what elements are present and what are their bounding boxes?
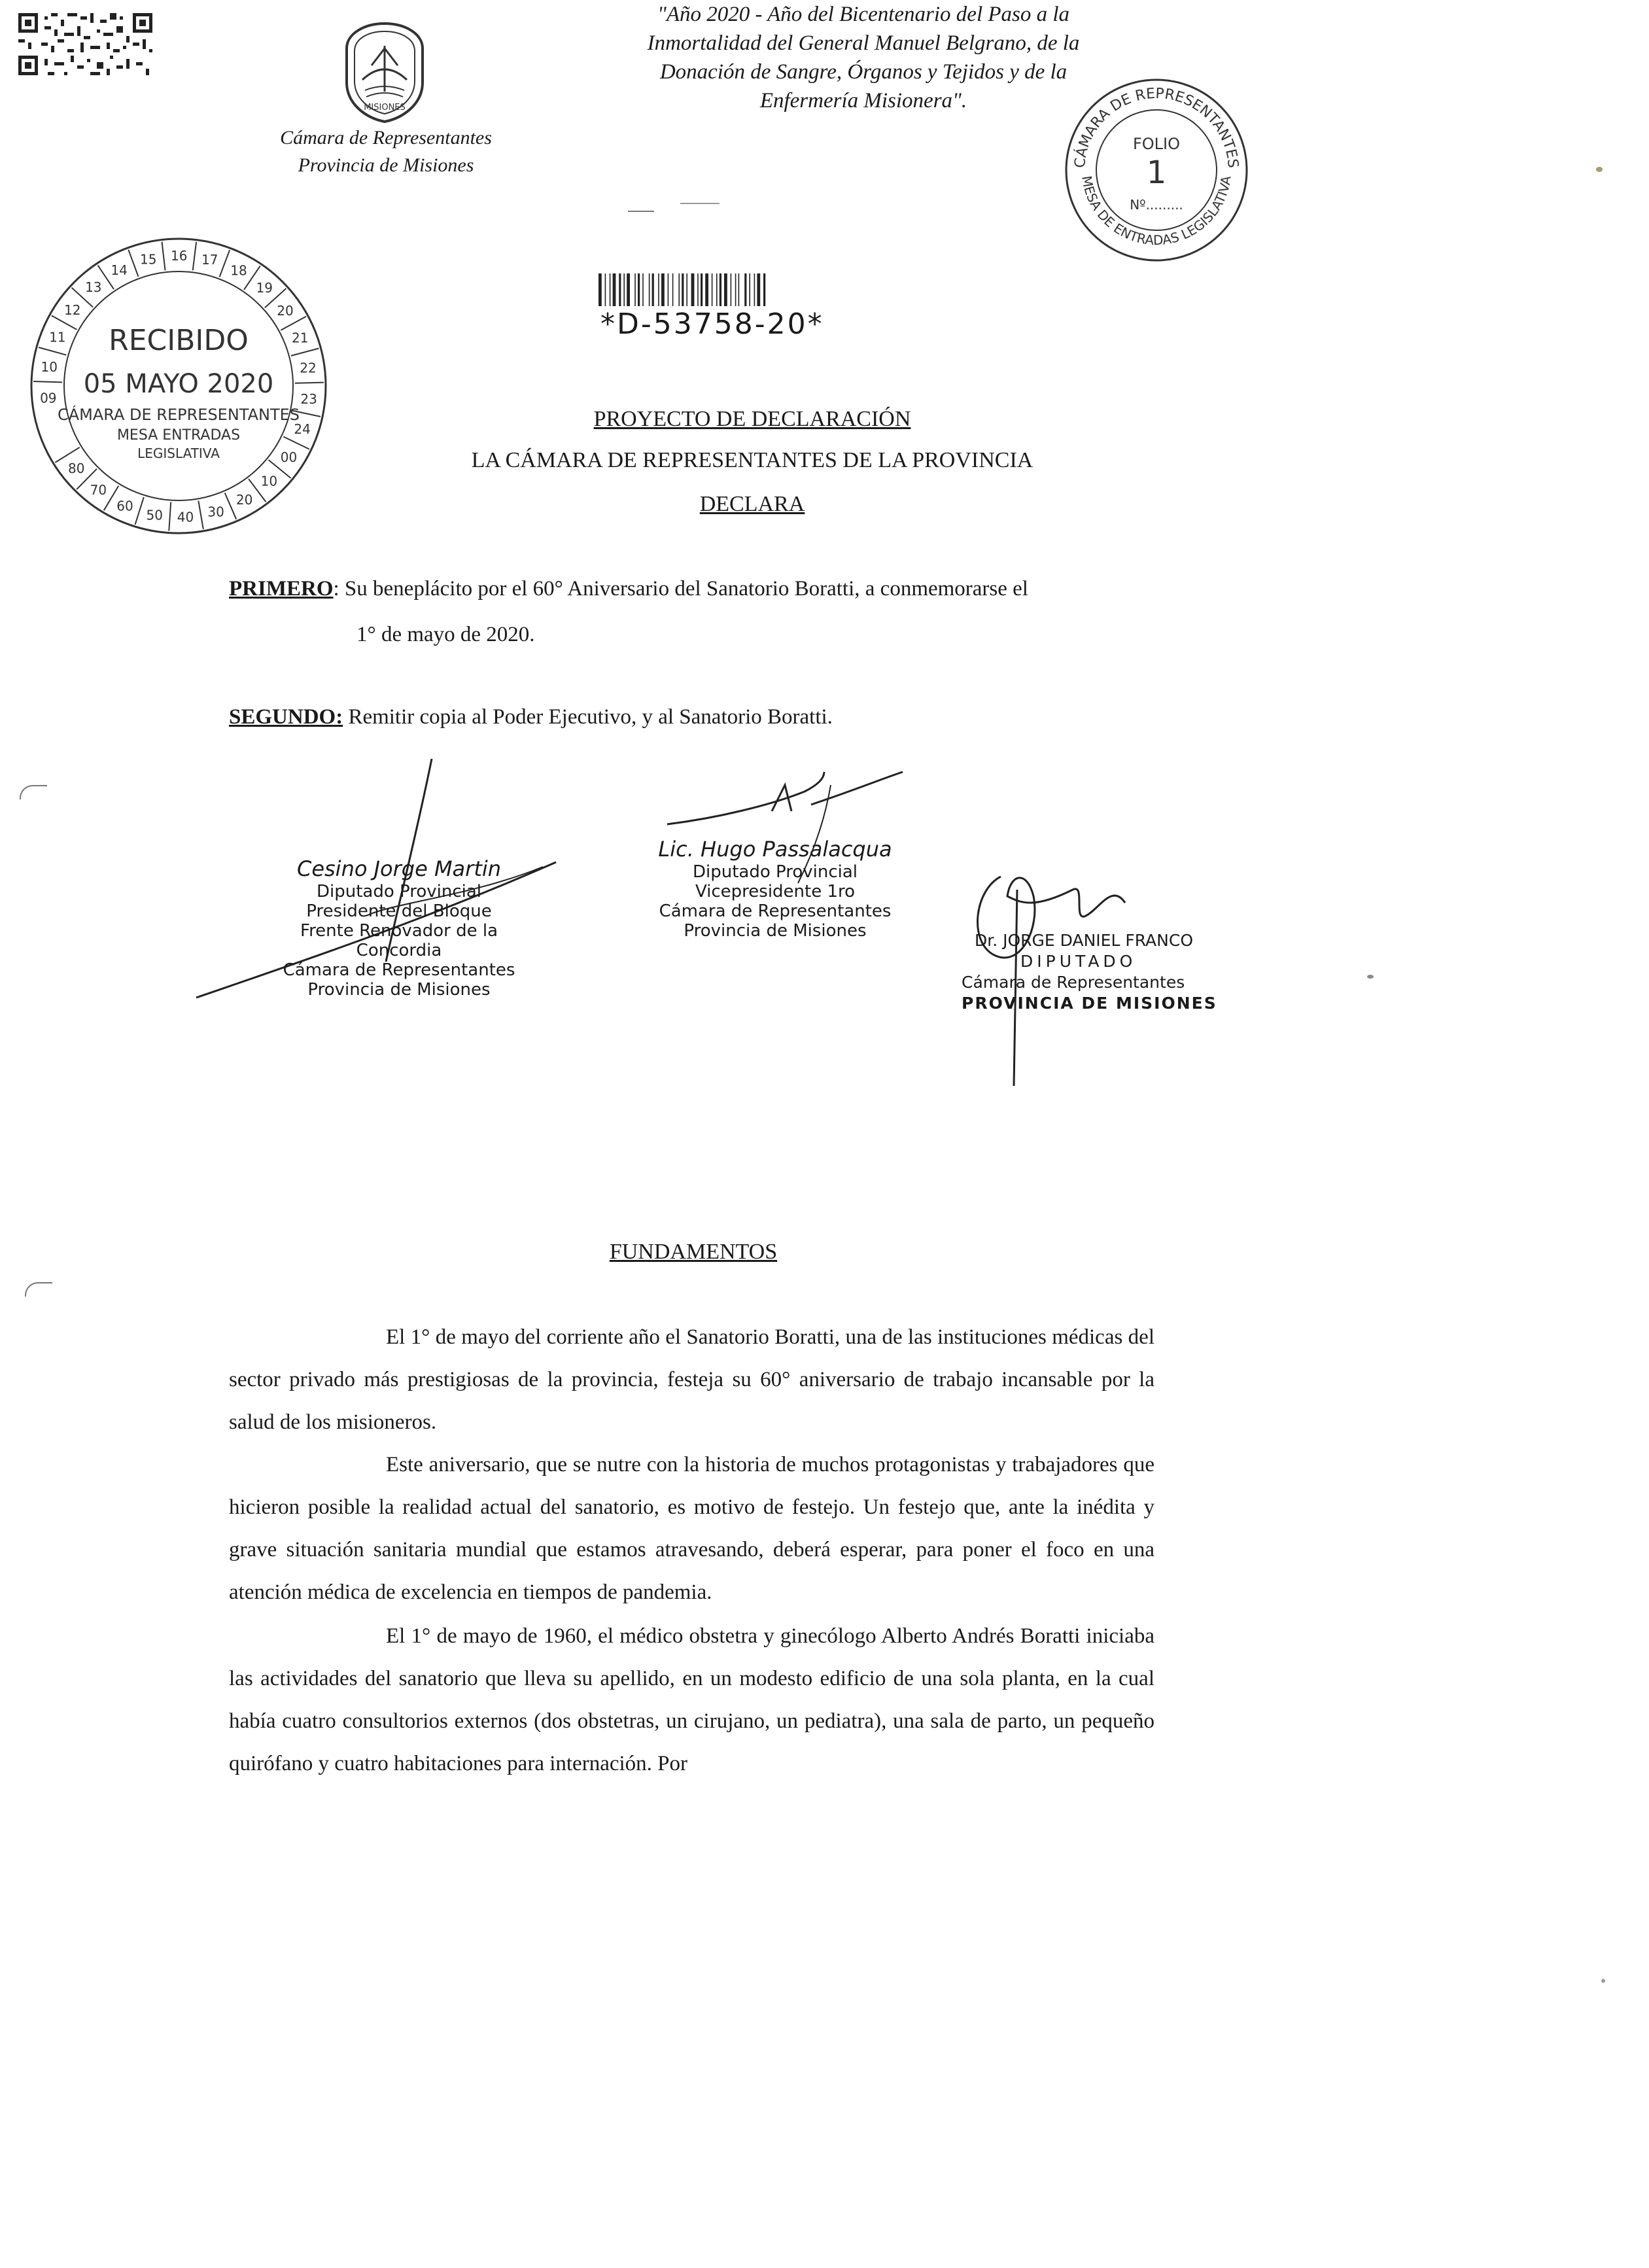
article-second bbox=[229, 696, 833, 739]
folio-bottom-text: MESA DE ENTRADAS LEGISLATIVA bbox=[1079, 174, 1234, 249]
dial-number: 19 bbox=[256, 280, 273, 296]
article-second-text: Remitir copia al Poder Ejecutivo, y al Sanatorio Boratti. bbox=[343, 705, 833, 729]
barcode-bar bbox=[652, 273, 654, 306]
barcode-bar bbox=[738, 273, 740, 306]
project-title-row bbox=[366, 407, 1138, 432]
qr-code bbox=[18, 13, 152, 79]
barcode-bar bbox=[599, 273, 602, 306]
dial-tick bbox=[39, 347, 66, 355]
motto-line: "Año 2020 - Año del Bicentenario del Paso a la bbox=[657, 3, 1070, 26]
dial-tick bbox=[128, 250, 138, 277]
dial-number: 21 bbox=[291, 330, 309, 346]
dial-number: 13 bbox=[85, 279, 102, 296]
seal-label: MISIONES bbox=[364, 103, 406, 113]
barcode-bar bbox=[610, 273, 611, 306]
project-title: PROYECTO DE DECLARACIÓN bbox=[593, 407, 911, 431]
received-stamp bbox=[25, 229, 332, 543]
dial-number: 50 bbox=[146, 507, 163, 523]
article-first-label: PRIMERO bbox=[229, 577, 334, 601]
dial-number: 10 bbox=[41, 359, 58, 375]
barcode-bar bbox=[754, 273, 755, 306]
scan-speck bbox=[1596, 167, 1603, 172]
dial-tick bbox=[135, 497, 144, 525]
fundamentos-body bbox=[229, 1316, 1154, 1782]
barcode-bar bbox=[749, 273, 750, 306]
dial-tick bbox=[169, 502, 171, 531]
dial-number: 10 bbox=[260, 473, 278, 489]
folio-no-label: Nº......... bbox=[1130, 197, 1183, 213]
barcode-bar bbox=[678, 273, 680, 306]
dial-tick bbox=[225, 493, 237, 519]
barcode-bar bbox=[623, 273, 625, 306]
barcode-bar bbox=[744, 273, 746, 306]
folio-stamp bbox=[1058, 72, 1255, 268]
signer-role: Cámara de Representantes bbox=[283, 960, 515, 980]
declares-row bbox=[497, 492, 1007, 517]
fundamentos-paragraph: El 1° de mayo de 1960, el médico obstetra y ginecólogo Alberto Andrés Boratti iniciaba las actividades del sanatorio que lleva su apellido, en un modesto edificio de una sola planta, en la cual había cuatro consultorios externos (dos obstetras, un cirujano, un pediatra), una sala de parto, un pequeño quirófano y cuatro habitaciones para internación. Por bbox=[229, 1624, 1154, 1775]
dial-tick bbox=[198, 500, 203, 529]
barcode-bar bbox=[697, 273, 699, 306]
dial-tick bbox=[291, 349, 319, 356]
dial-number: 40 bbox=[177, 509, 194, 525]
chamber-name: Cámara de Representantes bbox=[280, 127, 492, 148]
barcode-bars bbox=[599, 273, 827, 307]
fundamentos-cut-region bbox=[229, 1615, 1154, 1782]
article-first bbox=[229, 568, 1158, 610]
folio-number: 1 bbox=[1146, 154, 1167, 191]
article-second-label: SEGUNDO: bbox=[229, 705, 343, 729]
dial-number: 23 bbox=[300, 391, 317, 407]
signer-role: Presidente del Bloque bbox=[306, 901, 492, 921]
barcode-bar bbox=[701, 273, 703, 306]
barcode-bar bbox=[763, 273, 765, 306]
barcode-bar bbox=[619, 273, 621, 306]
signer-name: Lic. Hugo Passalacqua bbox=[658, 837, 892, 862]
dial-number: 20 bbox=[235, 491, 253, 508]
barcode-bar bbox=[668, 273, 669, 306]
dial-tick bbox=[33, 381, 62, 382]
dial-tick bbox=[283, 437, 309, 449]
barcode-bar bbox=[627, 273, 630, 306]
dash-mark bbox=[680, 203, 720, 204]
project-subtitle: LA CÁMARA DE REPRESENTANTES DE LA PROVINCIA bbox=[471, 448, 1033, 472]
dial-number: 15 bbox=[139, 251, 157, 268]
barcode-bar bbox=[686, 273, 687, 306]
dial-number: 22 bbox=[300, 360, 317, 376]
dial-number: 70 bbox=[90, 482, 107, 498]
signer-name: Cesino Jorge Martin bbox=[296, 856, 502, 881]
motto-line: Enfermería Misionera". bbox=[759, 89, 967, 113]
dial-tick bbox=[220, 250, 230, 277]
dial-number: 60 bbox=[116, 498, 133, 514]
barcode-bar bbox=[705, 273, 708, 306]
received-status: RECIBIDO bbox=[109, 324, 249, 357]
barcode-number: *D-53758-20* bbox=[600, 307, 824, 341]
dial-number: 00 bbox=[280, 449, 298, 465]
motto-line: Inmortalidad del General Manuel Belgrano, de la bbox=[647, 31, 1080, 55]
signer-role: Cámara de Representantes bbox=[962, 973, 1185, 992]
dial-tick bbox=[162, 242, 165, 271]
dial-tick bbox=[193, 242, 196, 271]
barcode-bar bbox=[691, 273, 695, 306]
barcode-bar bbox=[731, 273, 732, 306]
article-first-continuation: 1° de mayo de 2020. bbox=[356, 623, 535, 646]
dial-number: 12 bbox=[64, 302, 81, 318]
scan-speck bbox=[1367, 975, 1374, 979]
barcode-bar bbox=[724, 273, 727, 306]
barcode-bar bbox=[716, 273, 718, 306]
barcode-bar bbox=[605, 273, 606, 306]
scan-mark bbox=[25, 1282, 52, 1297]
fundamentos-paragraph: El 1° de mayo del corriente año el Sanatorio Boratti, una de las instituciones médicas del sector privado más prestigiosas de la provincia, festeja su 60° aniversario de trabajo incansable por la salud de los misioneros. bbox=[229, 1325, 1154, 1434]
barcode-bar bbox=[658, 273, 659, 306]
barcode-bar bbox=[638, 273, 640, 306]
received-date: 05 MAYO 2020 bbox=[83, 369, 274, 399]
signer-role: Cámara de Representantes bbox=[659, 901, 892, 921]
declares-heading: DECLARA bbox=[699, 492, 805, 516]
barcode-bar bbox=[712, 273, 713, 306]
barcode-bar bbox=[735, 273, 737, 306]
barcode-bar bbox=[672, 273, 674, 306]
dial-number: 80 bbox=[67, 460, 85, 476]
fundamentos-title: FUNDAMENTOS bbox=[609, 1240, 778, 1264]
signer-role: DIPUTADO bbox=[1020, 952, 1137, 971]
dial-number: 24 bbox=[294, 421, 311, 438]
barcode-bar bbox=[720, 273, 721, 306]
signer-role: PROVINCIA DE MISIONES bbox=[962, 994, 1217, 1013]
signer-role: Frente Renovador de la Concordia bbox=[300, 921, 498, 960]
motto-line: Donación de Sangre, Órganos y Tejidos y de la bbox=[659, 60, 1068, 84]
barcode-bar bbox=[661, 273, 665, 306]
folio-top-text: CÁMARA DE REPRESENTANTES bbox=[1071, 85, 1241, 169]
province-name: Provincia de Misiones bbox=[298, 154, 474, 176]
fundamentos-row bbox=[497, 1240, 890, 1265]
provincial-seal-icon bbox=[339, 20, 430, 124]
barcode-bar bbox=[649, 273, 650, 306]
folio-label: FOLIO bbox=[1132, 135, 1181, 153]
dial-number: 18 bbox=[230, 262, 247, 279]
signer-role: Provincia de Misiones bbox=[307, 980, 491, 1000]
signer-role: Diputado Provincial bbox=[692, 862, 858, 882]
dial-number: 09 bbox=[40, 390, 57, 406]
dash-mark bbox=[628, 211, 654, 212]
dial-number: 20 bbox=[277, 303, 294, 319]
received-line2: MESA ENTRADAS bbox=[116, 427, 241, 444]
dial-number: 30 bbox=[207, 504, 224, 520]
dial-number: 17 bbox=[201, 251, 218, 268]
signer-name: Dr. JORGE DANIEL FRANCO bbox=[975, 931, 1193, 950]
received-line3: LEGISLATIVA bbox=[137, 445, 220, 461]
received-line1: CÁMARA DE REPRESENTANTES bbox=[57, 406, 300, 424]
chamber-heading bbox=[222, 124, 549, 179]
signature-block-passalacqua bbox=[638, 836, 912, 941]
scan-speck bbox=[1601, 1979, 1605, 1983]
barcode-bar bbox=[634, 273, 636, 306]
dial-number: 11 bbox=[49, 329, 66, 345]
barcode-bar bbox=[682, 273, 684, 306]
dial-number: 14 bbox=[111, 262, 128, 278]
barcode-bar bbox=[642, 273, 644, 306]
signature-block-martin bbox=[262, 856, 536, 1000]
signer-role: Diputado Provincial bbox=[316, 882, 482, 901]
barcode-bar bbox=[757, 273, 760, 306]
dial-number: 16 bbox=[170, 248, 188, 264]
article-first-text: : Su beneplácito por el 60° Aniversario del Sanatorio Boratti, a conmemorarse el bbox=[333, 577, 1028, 601]
fundamentos-paragraph: Este aniversario, que se nutre con la historia de muchos protagonistas y trabajadores que hicieron posible la realidad actual del sanatorio, es motivo de festejo. Un festejo que, ante la inédita y grave situación sanitaria mundial que estamos atravesando, deberá esperar, para poner el foco en una atención médica de excelencia en tiempos de pandemia. bbox=[229, 1453, 1154, 1604]
signer-role: Vicepresidente 1ro bbox=[695, 882, 856, 901]
barcode-bar bbox=[613, 273, 616, 306]
signer-role: Provincia de Misiones bbox=[684, 921, 867, 941]
signature-block-franco bbox=[962, 930, 1236, 1014]
